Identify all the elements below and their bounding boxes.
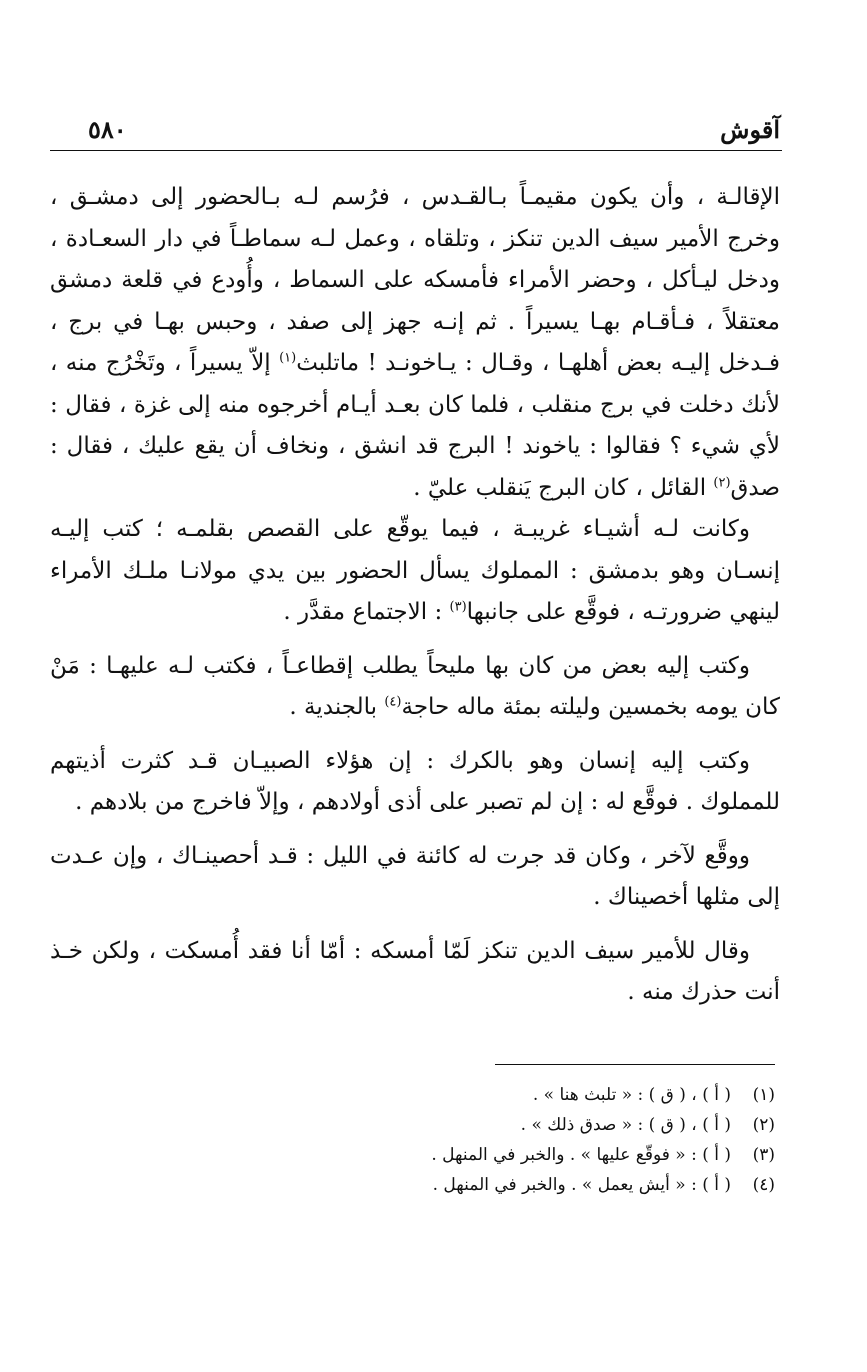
- footnote-number: (٣): [752, 1145, 775, 1165]
- footnote-text: ( أ ) ، ( ق ) : « تلبث هنا » .: [532, 1085, 731, 1105]
- footnote: [215, 1170, 775, 1200]
- main-text: [50, 177, 780, 1014]
- footnote-marker[interactable]: (٣): [449, 599, 467, 615]
- paragraph-text: وكانت لـه أشيـاء غريبـة ، فيما يوقّع على القصص بقلمـه ؛ كتب إليـه إنسـان وهو بدمشق : المملوك يسأل الحضور بين يدي مولانـا ملـك الأمراء لينهي ضرورتـه ، فوقَّع على جانبها: [50, 516, 780, 625]
- footnote: [215, 1110, 775, 1140]
- paragraph-text: الإقالـة ، وأن يكون مقيمـاً بـالقـدس ، فرُسم لـه بـالحضور إلى دمشـق ، وخرج الأمير سيف الدين تنكز ، وتلقاه ، وعمل لـه سماطـاً في دار السعـادة ، ودخل ليـأكل ، وحضر الأمراء فأمسكه على السماط ، وأُودع في قلعة دمشق معتقلاً ، فـأقـام بهـا يسيراً . ثم إنـه جهز إلى صفد ، وحبس بهـا في برج ، فـدخل إليـه بعض أهلهـا ، وقـال : يـاخونـد ! ماتلبث: [50, 184, 780, 376]
- page-number: ٥٨٠: [88, 115, 127, 144]
- paragraph-text: إلاّ يسيراً ، وتَخْرُج منه ، لأنك دخلت في برج منقلب ، فلما كان بعـد أيـام أخرجوه منه إلى غزة ، فقال : لأي شيء ؟ فقالوا : ياخوند ! البرج قد انشق ، ونخاف أن يقع عليك ، فقال : صدق: [50, 350, 780, 501]
- paragraph: [50, 836, 780, 919]
- running-title: آقوش: [720, 115, 780, 144]
- header-divider: [50, 150, 782, 151]
- footnote-marker[interactable]: (٤): [384, 694, 402, 710]
- footnotes: [215, 1080, 775, 1200]
- paragraph-text: بالجندية .: [289, 694, 385, 720]
- paragraph: [50, 931, 780, 1014]
- footnote: [215, 1140, 775, 1170]
- paragraph: [50, 509, 780, 634]
- paragraph-text: وقال للأمير سيف الدين تنكز لَمّا أمسكه : أمّا أنا فقد أُمسكت ، ولكن خـذ أنت حذرك منه .: [50, 937, 780, 1005]
- paragraph: [50, 646, 780, 729]
- footnote-marker[interactable]: (١): [279, 350, 297, 366]
- paragraph-text: وكتب إليه إنسان وهو بالكرك : إن هؤلاء الصبيـان قـد كثرت أذيتهم للمملوك . فوقَّع له : إن لم تصبر على أذى أولادهم ، وإلاّ فاخرج من بلادهم .: [50, 747, 780, 815]
- footnote-text: ( أ ) ، ( ق ) : « صدق ذلك » .: [520, 1115, 731, 1135]
- footnote-number: (٤): [752, 1175, 775, 1195]
- footnote-number: (١): [752, 1085, 775, 1105]
- paragraph: [50, 741, 780, 824]
- footnote-text: ( أ ) : « فوقّع عليها » . والخبر في المنهل .: [431, 1145, 731, 1165]
- paragraph: [50, 177, 780, 509]
- paragraph-text: وكتب إليه بعض من كان بها مليحاً يطلب إقطاعـاً ، فكتب لـه عليهـا : مَنْ كان يومه بخمسين وليلته بمئة ماله حاجة: [50, 652, 780, 720]
- paragraph-text: : الاجتماع مقدَّر .: [283, 599, 450, 625]
- footnote: [215, 1080, 775, 1110]
- footnote-number: (٢): [752, 1115, 775, 1135]
- paragraph-text: ووقَّع لآخر ، وكان قد جرت له كائنة في الليل : قـد أحصينـاك ، وإن عـدت إلى مثلها أخصيناك .: [50, 842, 780, 910]
- paragraph-text: القائل ، كان البرج يَنقلب عليّ .: [413, 474, 714, 501]
- page-header: [50, 112, 780, 152]
- footnote-text: ( أ ) : « أيش يعمل » . والخبر في المنهل .: [432, 1175, 731, 1195]
- footnote-divider: [495, 1064, 775, 1065]
- footnote-marker[interactable]: (٢): [713, 474, 731, 490]
